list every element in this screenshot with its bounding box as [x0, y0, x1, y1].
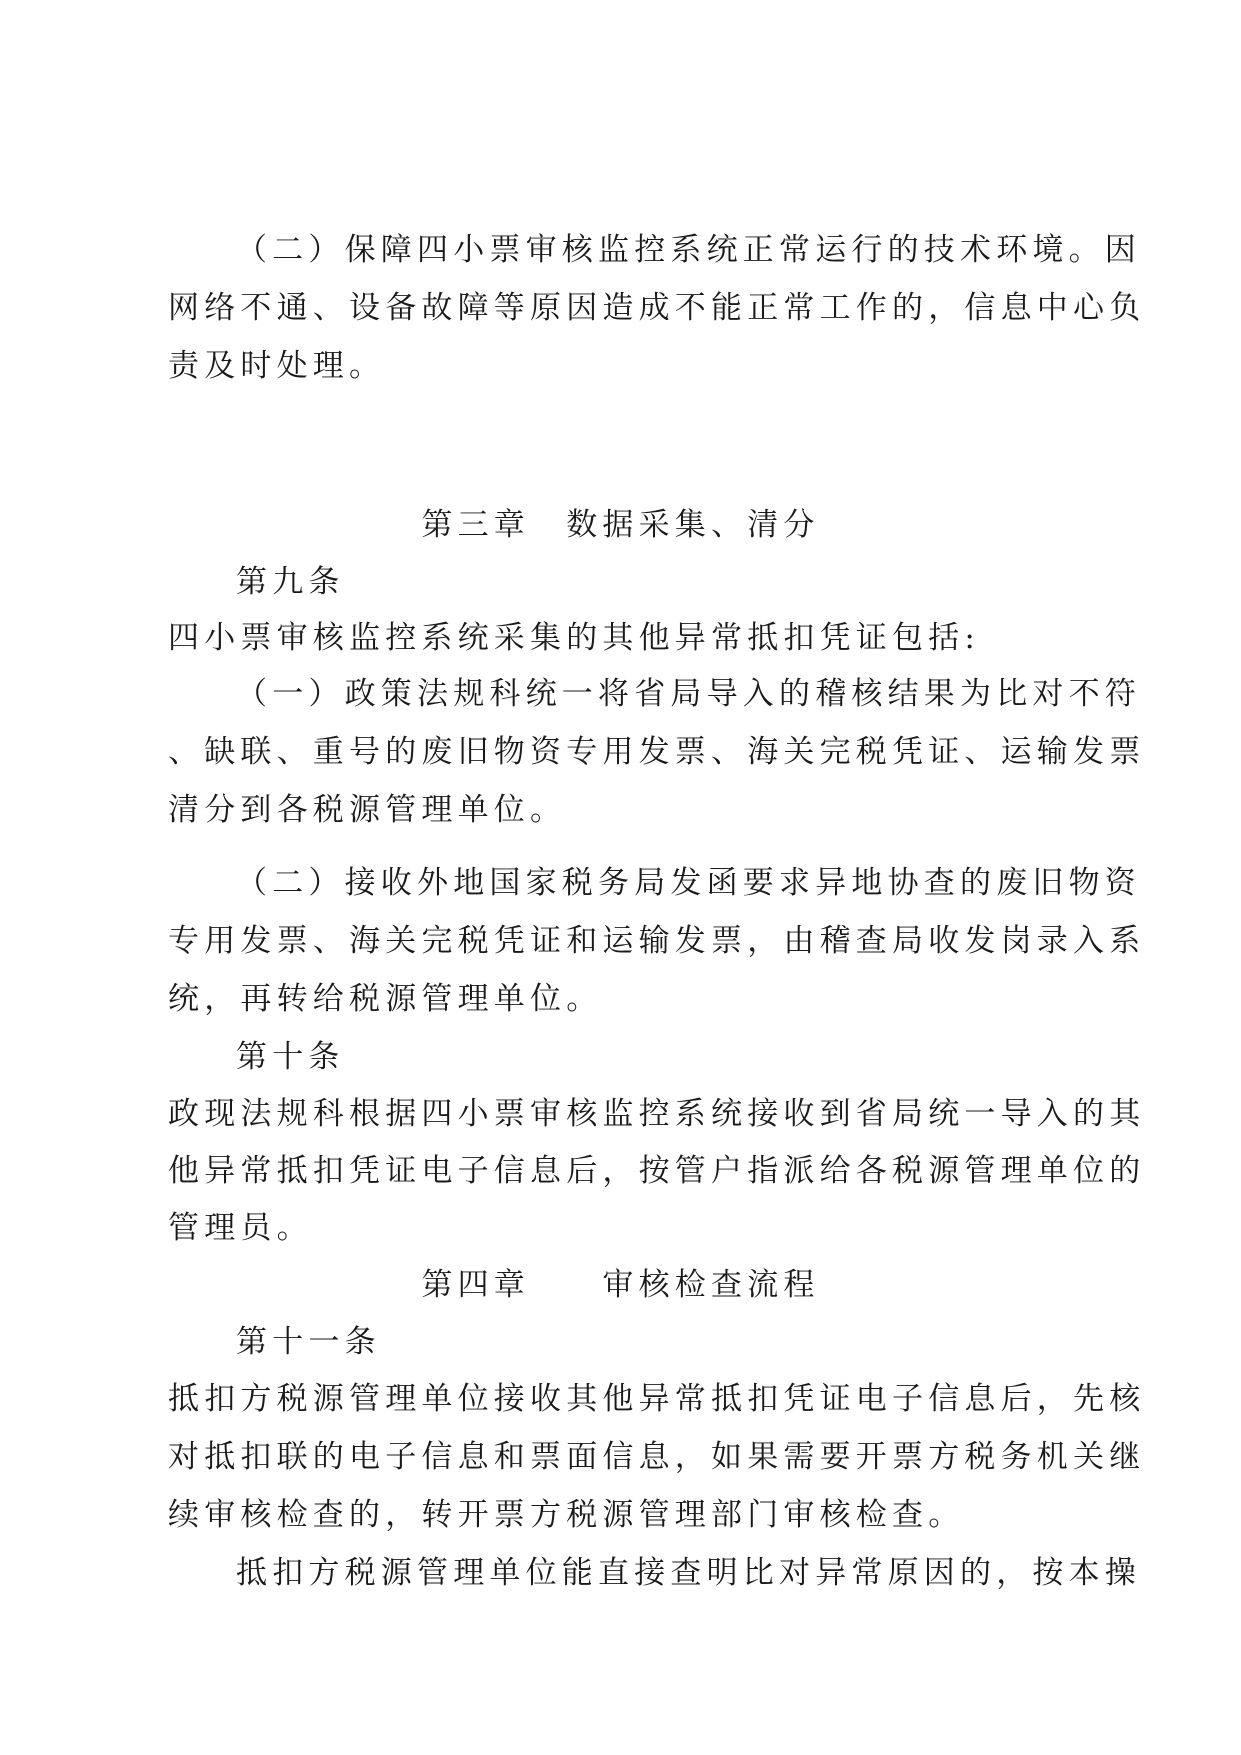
paragraph-line: 抵扣方税源管理单位能直接查明比对异常原因的，按本操 [236, 1555, 1141, 1591]
article-heading: 第十一条 [236, 1324, 381, 1360]
article-heading: 第九条 [236, 564, 345, 600]
chapter-heading: 第三章 数据采集、清分 [421, 507, 820, 543]
paragraph-line: 、缺联、重号的废旧物资专用发票、海关完税凭证、运输发票 [168, 734, 1146, 770]
paragraph-line: 对抵扣联的电子信息和票面信息，如果需要开票方税务机关继 [168, 1439, 1146, 1475]
paragraph-line: 抵扣方税源管理单位接收其他异常抵扣凭证电子信息后，先核 [168, 1381, 1146, 1417]
paragraph-line: 网络不通、设备故障等原因造成不能正常工作的，信息中心负 [168, 290, 1146, 326]
chapter-heading: 第四章 审核检查流程 [421, 1267, 820, 1303]
paragraph-line: 续审核检查的，转开票方税源管理部门审核检查。 [168, 1497, 965, 1533]
paragraph-line: （一）政策法规科统一将省局导入的稽核结果为比对不符 [236, 676, 1141, 712]
paragraph-line: 四小票审核监控系统采集的其他异常抵扣凭证包括: [168, 620, 981, 656]
paragraph-line: 他异常抵扣凭证电子信息后，按管户指派给各税源管理单位的 [168, 1153, 1146, 1189]
paragraph-line: 清分到各税源管理单位。 [168, 792, 567, 828]
paragraph-line: 统，再转给税源管理单位。 [168, 981, 603, 1017]
paragraph-line: 政现法规科根据四小票审核监控系统接收到省局统一导入的其 [168, 1096, 1146, 1132]
paragraph-line: （二）保障四小票审核监控系统正常运行的技术环境。因 [236, 232, 1141, 268]
paragraph-line: （二）接收外地国家税务局发函要求异地协查的废旧物资 [236, 865, 1141, 901]
paragraph-line: 专用发票、海关完税凭证和运输发票，由稽查局收发岗录入系 [168, 923, 1146, 959]
paragraph-line: 管理员。 [168, 1210, 313, 1246]
article-heading: 第十条 [236, 1039, 345, 1075]
paragraph-line: 责及时处理。 [168, 348, 386, 384]
